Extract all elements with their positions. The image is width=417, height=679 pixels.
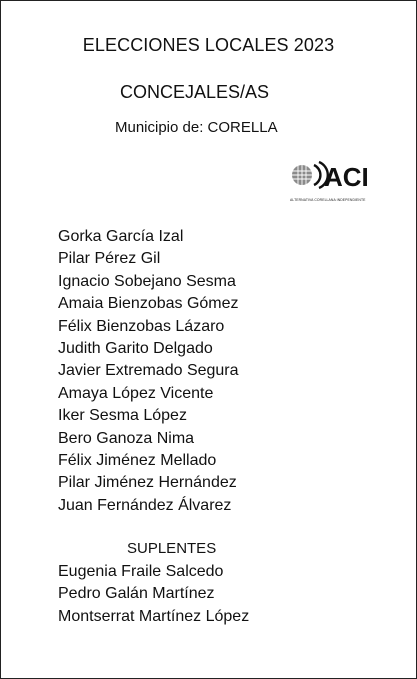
list-item: Pedro Galán Martínez [58, 585, 215, 603]
list-item: Amaya López Vicente [58, 384, 214, 402]
list-item: Javier Extremado Segura [58, 362, 239, 380]
municipality-label: Municipio de: CORELLA [115, 119, 278, 136]
list-item: Amaia Bienzobas Gómez [58, 295, 239, 313]
aci-logo-text: ACI [324, 162, 369, 192]
list-item: Judith Garito Delgado [58, 339, 213, 357]
list-item: Félix Jiménez Mellado [58, 451, 217, 469]
list-item: Félix Bienzobas Lázaro [58, 317, 225, 335]
document-subtitle: CONCEJALES/AS [120, 82, 270, 102]
aci-logo-tagline: ALTERNATIVA CORELLANA INDEPENDIENTE [290, 198, 366, 202]
list-item: Pilar Pérez Gil [58, 250, 161, 268]
list-item: Pilar Jiménez Hernández [58, 474, 237, 492]
list-item: Iker Sesma López [58, 407, 187, 425]
list-item: Bero Ganoza Nima [58, 429, 195, 447]
candidate-list [58, 226, 239, 517]
substitutes-heading: SUPLENTES [127, 540, 217, 557]
aci-logo-icon [290, 158, 382, 198]
list-item: Juan Fernández Álvarez [58, 496, 232, 514]
substitutes-list [58, 561, 249, 628]
aci-logo [290, 158, 382, 203]
list-item: Ignacio Sobejano Sesma [58, 272, 236, 290]
list-item: Eugenia Fraile Salcedo [58, 563, 224, 580]
list-item: Gorka García Izal [58, 228, 184, 245]
list-item: Montserrat Martínez López [58, 607, 250, 625]
document-title: ELECCIONES LOCALES 2023 [82, 35, 335, 55]
